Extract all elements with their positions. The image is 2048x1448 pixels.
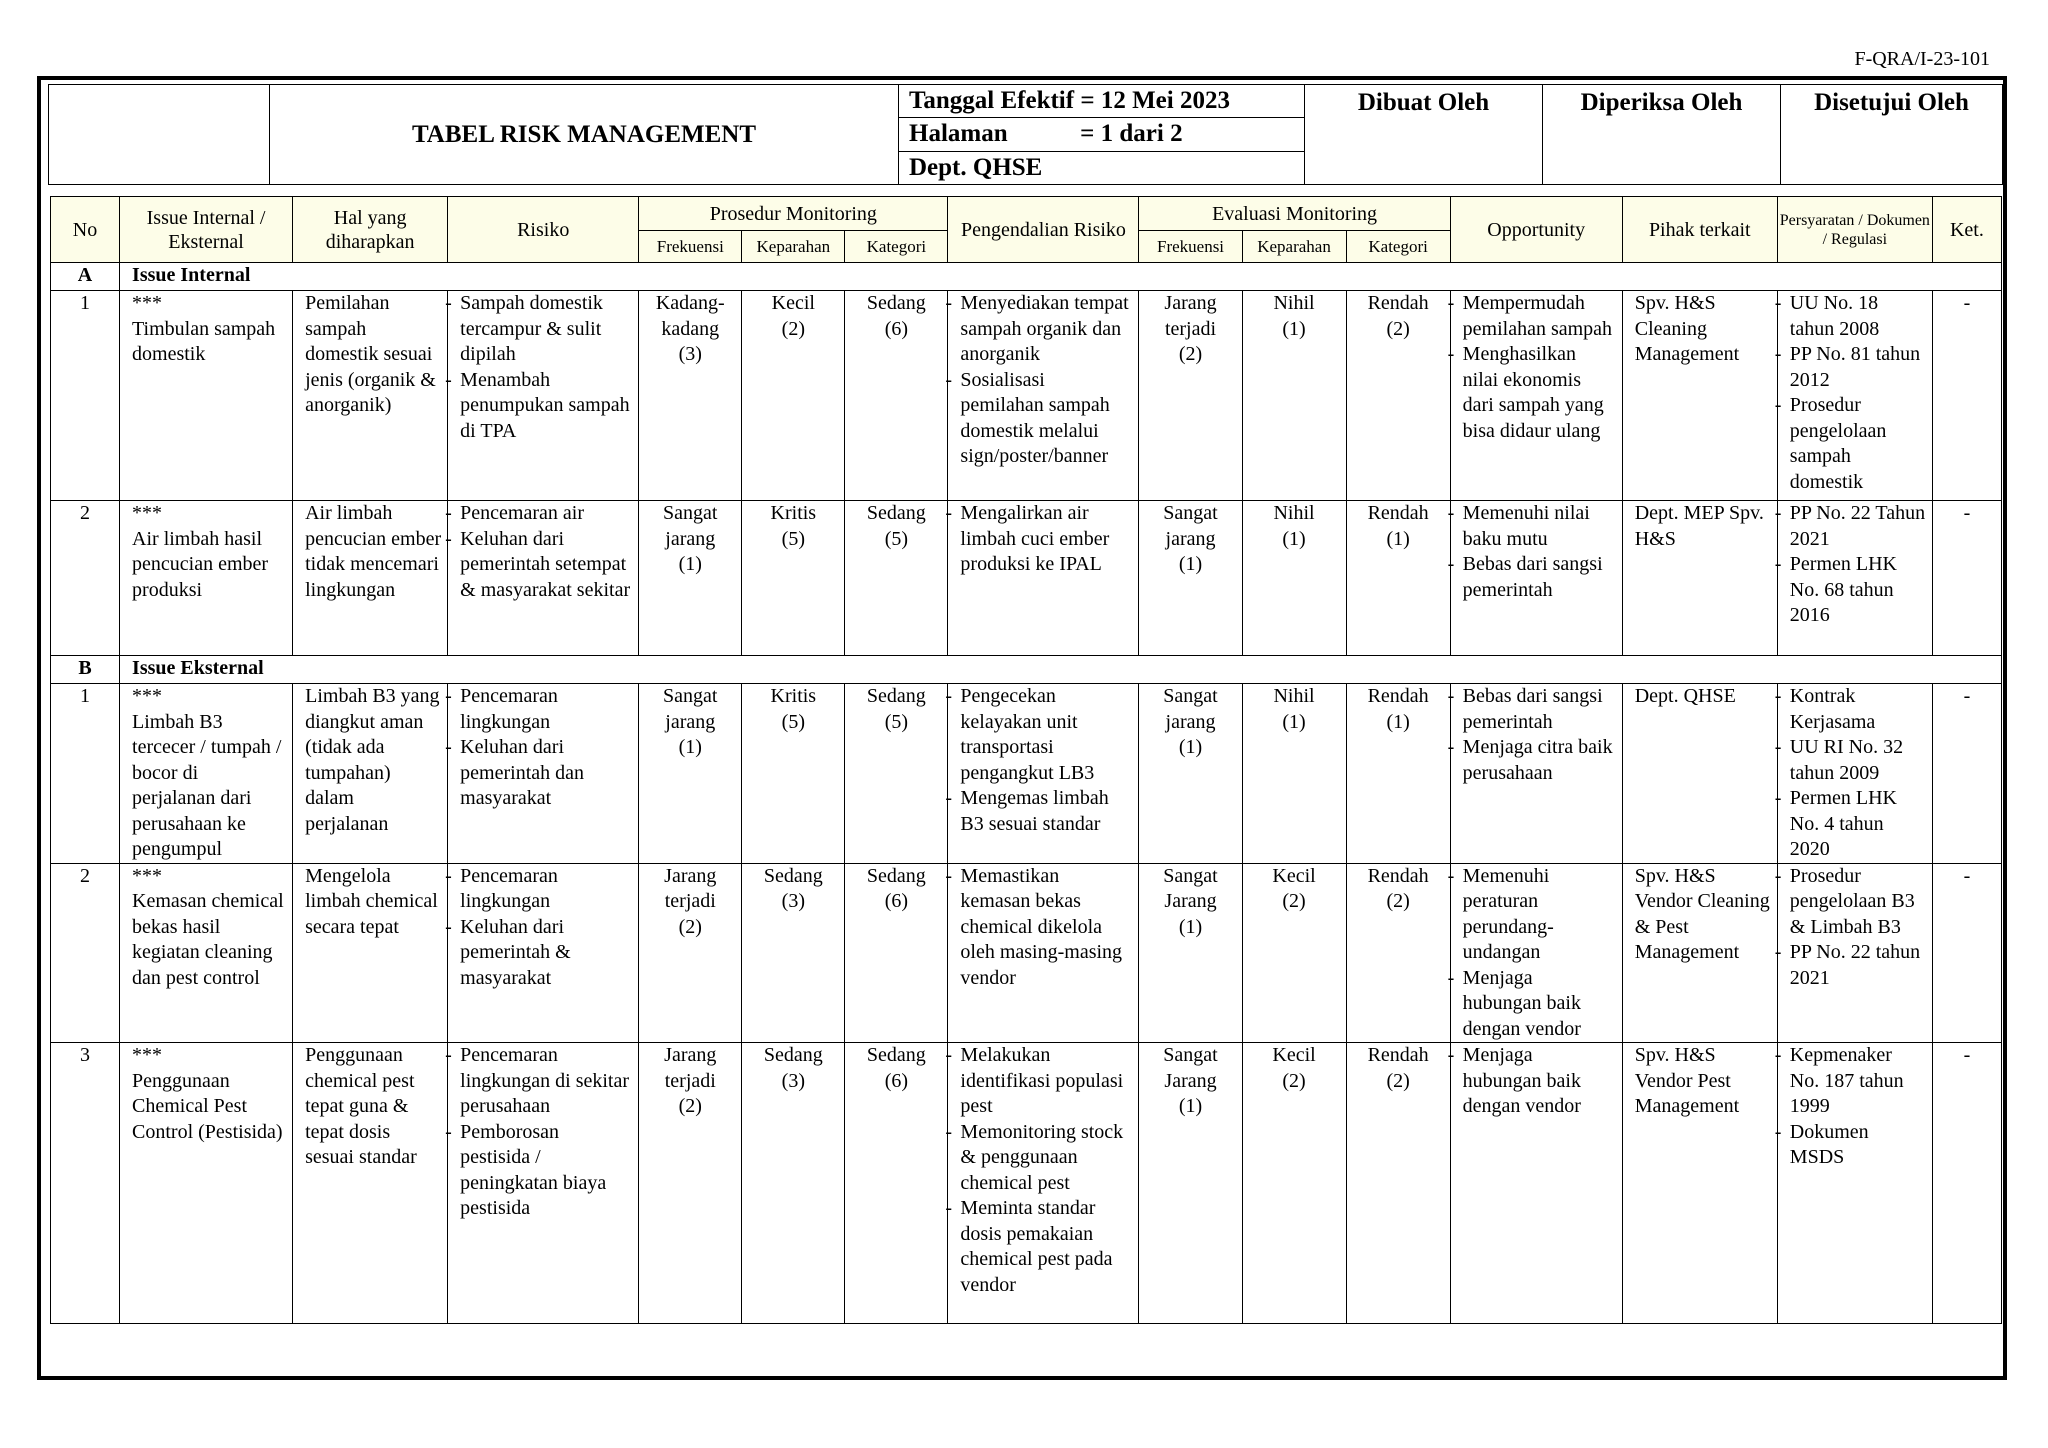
pm-keparahan-cell-line: (3) bbox=[781, 890, 805, 912]
pm-kategori-cell-line: (5) bbox=[884, 527, 909, 550]
pm-keparahan-cell-line: Sedang bbox=[763, 1044, 823, 1066]
pengendalian-cell-list bbox=[960, 501, 1132, 578]
table-row bbox=[51, 291, 2002, 501]
pengendalian-cell bbox=[948, 291, 1139, 501]
issue-cell-line: Limbah B3 tercecer / tumpah / bocor di perjalanan dari perusahaan ke pengumpul bbox=[132, 710, 282, 860]
issue-cell-line: Penggunaan Chemical Pest Control (Pestisida) bbox=[132, 1069, 283, 1143]
col-pengendalian: Pengendalian Risiko bbox=[948, 197, 1139, 263]
bullet-item: - Pencemaran lingkungan di sekitar perusahaan bbox=[460, 1043, 632, 1120]
pm-kategori-cell bbox=[845, 863, 948, 1043]
bullet-item: - Pemborosan pestisida / peningkatan biaya pestisida bbox=[460, 1120, 632, 1222]
ev-keparahan-cell-line: Kecil bbox=[1272, 864, 1316, 887]
col-evaluasi-monitoring: Evaluasi Monitoring bbox=[1139, 197, 1450, 231]
issue-cell-line: *** bbox=[132, 864, 163, 887]
bullet-item: - Menyediakan tempat sampah organik dan anorganik bbox=[960, 291, 1132, 368]
bullet-item: - UU RI No. 32 tahun 2009 bbox=[1790, 735, 1926, 786]
bullet-item: - Mengemas limbah B3 sesuai standar bbox=[960, 786, 1132, 837]
ev-keparahan-cell bbox=[1242, 863, 1346, 1043]
pm-frekuensi-cell-line: (1) bbox=[678, 736, 702, 758]
opportunity-cell-list bbox=[1463, 1043, 1616, 1120]
persyaratan-cell-list bbox=[1790, 864, 1926, 992]
ev-keparahan-cell-line: Kecil bbox=[1272, 1044, 1316, 1066]
bullet-item: - Menjaga hubungan baik dengan vendor bbox=[1463, 1043, 1616, 1120]
ev-keparahan-cell-line: (1) bbox=[1282, 527, 1306, 550]
bullet-item: - PP No. 22 tahun 2021 bbox=[1790, 940, 1926, 991]
issue-cell-line: Kemasan chemical bekas hasil kegiatan cleaning dan pest control bbox=[132, 890, 284, 989]
bullet-item: - Prosedur pengelolaan B3 & Limbah B3 bbox=[1790, 864, 1926, 941]
persyaratan-cell bbox=[1777, 863, 1932, 1043]
pm-frekuensi-cell-line: (3) bbox=[678, 343, 702, 365]
pengendalian-cell bbox=[948, 501, 1139, 656]
ev-keparahan-cell bbox=[1242, 291, 1346, 501]
col-persyaratan: Persyaratan / Dokumen / Regulasi bbox=[1777, 197, 1932, 263]
pihak-cell: Dept. MEP Spv. H&S bbox=[1622, 501, 1777, 656]
risk-table bbox=[50, 196, 2002, 1324]
risiko-cell bbox=[448, 1043, 639, 1324]
col-harapan: Hal yang diharapkan bbox=[293, 197, 448, 263]
checked-by: Diperiksa Oleh bbox=[1543, 85, 1781, 185]
bullet-item: - Memenuhi peraturan perundang-undangan bbox=[1463, 864, 1616, 966]
issue-cell bbox=[120, 291, 293, 501]
pm-keparahan-cell bbox=[742, 291, 845, 501]
issue-cell bbox=[120, 684, 293, 864]
bullet-item: - Prosedur pengelolaan sampah domestik bbox=[1790, 393, 1926, 495]
bullet-item: - Pencemaran air bbox=[460, 501, 632, 527]
bullet-item: - PP No. 81 tahun 2012 bbox=[1790, 342, 1926, 393]
issue-cell bbox=[120, 863, 293, 1043]
pihak-cell: Spv. H&S Cleaning Management bbox=[1622, 291, 1777, 501]
persyaratan-cell-list bbox=[1790, 684, 1926, 863]
ev-kategori-cell bbox=[1346, 863, 1450, 1043]
ket-cell: - bbox=[1932, 1043, 2001, 1324]
ev-kategori-cell-line: Rendah bbox=[1367, 1044, 1429, 1066]
row-no: 2 bbox=[51, 863, 120, 1043]
bullet-item: - Sampah domestik tercampur & sulit dipilah bbox=[460, 291, 632, 368]
col-pm-kategori: Kategori bbox=[845, 231, 948, 263]
ev-frekuensi-cell-line: Jarang terjadi bbox=[1164, 292, 1217, 340]
bullet-item: - Bebas dari sangsi pemerintah bbox=[1463, 552, 1616, 603]
risiko-cell-list bbox=[460, 291, 632, 444]
pm-keparahan-cell bbox=[742, 863, 845, 1043]
pm-frekuensi-cell-line: Sangat jarang bbox=[663, 685, 718, 733]
bullet-item: - PP No. 22 Tahun 2021 bbox=[1790, 501, 1926, 552]
opportunity-cell bbox=[1450, 684, 1622, 864]
harapan-cell: Limbah B3 yang diangkut aman (tidak ada tumpahan) dalam perjalanan bbox=[293, 684, 448, 864]
ev-kategori-cell-line: Rendah bbox=[1367, 864, 1429, 887]
persyaratan-cell bbox=[1777, 684, 1932, 864]
pm-kategori-cell-line: Sedang bbox=[866, 292, 926, 314]
risiko-cell-list bbox=[460, 1043, 632, 1222]
pengendalian-cell-list bbox=[960, 684, 1132, 837]
bullet-item: - Memastikan kemasan bekas chemical dikelola oleh masing-masing vendor bbox=[960, 864, 1132, 992]
pihak-cell: Spv. H&S Vendor Pest Management bbox=[1622, 1043, 1777, 1324]
bullet-item: - Keluhan dari pemerintah dan masyarakat bbox=[460, 735, 632, 812]
risiko-cell-list bbox=[460, 684, 632, 812]
bullet-item: - Menambah penumpukan sampah di TPA bbox=[460, 368, 632, 445]
ev-kategori-cell bbox=[1346, 1043, 1450, 1324]
ev-keparahan-cell-line: (1) bbox=[1282, 710, 1306, 733]
logo-area bbox=[49, 85, 270, 185]
harapan-cell: Penggunaan chemical pest tepat guna & tepat dosis sesuai standar bbox=[293, 1043, 448, 1324]
pm-frekuensi-cell-line: Jarang terjadi bbox=[664, 864, 717, 912]
bullet-item: - Mengalirkan air limbah cuci ember produksi ke IPAL bbox=[960, 501, 1132, 578]
row-no: 1 bbox=[51, 684, 120, 864]
pm-frekuensi-cell bbox=[639, 863, 742, 1043]
bullet-item: - Melakukan identifikasi populasi pest bbox=[960, 1043, 1132, 1120]
pm-kategori-cell-line: (5) bbox=[884, 710, 909, 733]
ev-frekuensi-cell bbox=[1139, 684, 1242, 864]
issue-cell-line: *** bbox=[132, 685, 163, 707]
bullet-item: - Menjaga citra baik perusahaan bbox=[1463, 735, 1616, 786]
opportunity-cell bbox=[1450, 863, 1622, 1043]
ev-frekuensi-cell-line: (1) bbox=[1178, 553, 1203, 575]
department: Dept. QHSE bbox=[899, 151, 1305, 184]
opportunity-cell bbox=[1450, 1043, 1622, 1324]
pengendalian-cell bbox=[948, 1043, 1139, 1324]
document-title: TABEL RISK MANAGEMENT bbox=[270, 85, 899, 185]
pm-keparahan-cell-line: Kritis bbox=[770, 502, 817, 524]
document-number: F-QRA/I-23-101 bbox=[1854, 48, 1990, 70]
bullet-item: - Permen LHK No. 4 tahun 2020 bbox=[1790, 786, 1926, 863]
col-no: No bbox=[51, 197, 120, 263]
section-row bbox=[51, 263, 2002, 291]
col-risiko: Risiko bbox=[448, 197, 639, 263]
pengendalian-cell bbox=[948, 863, 1139, 1043]
bullet-item: - Kontrak Kerjasama bbox=[1790, 684, 1926, 735]
opportunity-cell-list bbox=[1463, 684, 1616, 786]
row-no: 3 bbox=[51, 1043, 120, 1324]
pm-frekuensi-cell bbox=[639, 684, 742, 864]
persyaratan-cell-list bbox=[1790, 291, 1926, 495]
pm-keparahan-cell-line: Kritis bbox=[770, 685, 817, 707]
bullet-item: - Keluhan dari pemerintah setempat & masyarakat sekitar bbox=[460, 527, 632, 604]
ev-kategori-cell bbox=[1346, 291, 1450, 501]
pm-kategori-cell-line: (6) bbox=[884, 890, 909, 912]
ev-kategori-cell-line: Rendah bbox=[1367, 502, 1429, 524]
ev-frekuensi-cell-line: Sangat jarang bbox=[1163, 502, 1218, 550]
pm-kategori-cell-line: (6) bbox=[884, 1069, 909, 1092]
ev-frekuensi-cell-line: Sangat jarang bbox=[1163, 685, 1218, 733]
ev-kategori-cell bbox=[1346, 684, 1450, 864]
pihak-cell: Dept. QHSE bbox=[1622, 684, 1777, 864]
pengendalian-cell-list bbox=[960, 1043, 1132, 1298]
pm-kategori-cell-line: (6) bbox=[884, 317, 909, 340]
pm-keparahan-cell-line: (5) bbox=[781, 710, 805, 733]
risiko-cell bbox=[448, 684, 639, 864]
risiko-cell-list bbox=[460, 864, 632, 992]
bullet-item: - Mempermudah pemilahan sampah bbox=[1463, 291, 1616, 342]
pengendalian-cell-list bbox=[960, 864, 1132, 992]
issue-cell bbox=[120, 501, 293, 656]
pm-kategori-cell-line: Sedang bbox=[866, 864, 926, 887]
ev-frekuensi-cell bbox=[1139, 1043, 1242, 1324]
ket-cell: - bbox=[1932, 684, 2001, 864]
bullet-item: - Pencemaran lingkungan bbox=[460, 684, 632, 735]
risiko-cell bbox=[448, 863, 639, 1043]
pm-frekuensi-cell bbox=[639, 501, 742, 656]
pm-frekuensi-cell bbox=[639, 1043, 742, 1324]
bullet-item: - Keluhan dari pemerintah & masyarakat bbox=[460, 915, 632, 992]
ket-cell: - bbox=[1932, 291, 2001, 501]
ev-keparahan-cell-line: (1) bbox=[1282, 317, 1306, 340]
pengendalian-cell bbox=[948, 684, 1139, 864]
table-row bbox=[51, 1043, 2002, 1324]
pm-frekuensi-cell-line: Jarang terjadi bbox=[664, 1044, 717, 1092]
ev-frekuensi-cell-line: Sangat Jarang bbox=[1163, 864, 1218, 912]
pengendalian-cell-list bbox=[960, 291, 1132, 470]
bullet-item: - Permen LHK No. 68 tahun 2016 bbox=[1790, 552, 1926, 629]
risk-table-body bbox=[51, 263, 2002, 1324]
ket-cell: - bbox=[1932, 863, 2001, 1043]
ev-kategori-cell-line: (2) bbox=[1386, 890, 1410, 912]
bullet-item: - Dokumen MSDS bbox=[1790, 1120, 1926, 1171]
bullet-item: - Pengecekan kelayakan unit transportasi pengangkut LB3 bbox=[960, 684, 1132, 786]
pm-frekuensi-cell-line: Kadang-kadang bbox=[655, 292, 725, 340]
ev-frekuensi-cell-line: Sangat Jarang bbox=[1163, 1044, 1218, 1092]
pm-frekuensi-cell-line: (2) bbox=[678, 1095, 702, 1117]
page-info bbox=[899, 118, 1305, 151]
col-pm-keparahan: Keparahan bbox=[742, 231, 845, 263]
risiko-cell bbox=[448, 291, 639, 501]
risiko-cell bbox=[448, 501, 639, 656]
approved-by: Disetujui Oleh bbox=[1781, 85, 2003, 185]
ev-kategori-cell-line: (1) bbox=[1386, 710, 1410, 733]
bullet-item: - Memonitoring stock & penggunaan chemical pest bbox=[960, 1120, 1132, 1197]
pm-frekuensi-cell-line: (1) bbox=[678, 553, 702, 575]
bullet-item: - Menghasilkan nilai ekonomis dari sampah yang bisa didaur ulang bbox=[1463, 342, 1616, 444]
ev-frekuensi-cell-line: (2) bbox=[1178, 343, 1203, 365]
pm-kategori-cell-line: Sedang bbox=[866, 685, 926, 707]
col-pm-frekuensi: Frekuensi bbox=[639, 231, 742, 263]
ev-kategori-cell-line: Rendah bbox=[1367, 292, 1429, 314]
opportunity-cell-list bbox=[1463, 864, 1616, 1043]
issue-cell-line: *** bbox=[132, 502, 163, 524]
pm-kategori-cell bbox=[845, 501, 948, 656]
issue-cell-line: *** bbox=[132, 292, 163, 314]
section-code: A bbox=[51, 263, 120, 291]
table-row bbox=[51, 863, 2002, 1043]
ev-kategori-cell-line: Rendah bbox=[1367, 685, 1429, 707]
risiko-cell-list bbox=[460, 501, 632, 603]
col-ev-kategori: Kategori bbox=[1346, 231, 1450, 263]
bullet-item: - UU No. 18 tahun 2008 bbox=[1790, 291, 1926, 342]
pm-kategori-cell-line: Sedang bbox=[866, 502, 926, 524]
pm-keparahan-cell bbox=[742, 684, 845, 864]
ev-frekuensi-cell-line: (1) bbox=[1178, 915, 1203, 938]
persyaratan-cell bbox=[1777, 501, 1932, 656]
harapan-cell: Air limbah pencucian ember tidak mencemari lingkungan bbox=[293, 501, 448, 656]
pm-kategori-cell bbox=[845, 1043, 948, 1324]
opportunity-cell-list bbox=[1463, 501, 1616, 603]
issue-cell-line: Timbulan sampah domestik bbox=[132, 317, 276, 365]
opportunity-cell-list bbox=[1463, 291, 1616, 444]
pm-frekuensi-cell bbox=[639, 291, 742, 501]
opportunity-cell bbox=[1450, 501, 1622, 656]
pm-frekuensi-cell-line: (2) bbox=[678, 915, 702, 938]
page-label: Halaman bbox=[909, 120, 1008, 148]
pm-keparahan-cell-line: (2) bbox=[781, 317, 805, 340]
bullet-item: - Meminta standar dosis pemakaian chemical pest pada vendor bbox=[960, 1196, 1132, 1298]
bullet-item: - Kepmenaker No. 187 tahun 1999 bbox=[1790, 1043, 1926, 1120]
effective-date: Tanggal Efektif = 12 Mei 2023 bbox=[899, 85, 1305, 118]
pm-kategori-cell-line: Sedang bbox=[866, 1044, 926, 1066]
ev-keparahan-cell-line: Nihil bbox=[1273, 685, 1315, 707]
pihak-cell: Spv. H&S Vendor Cleaning & Pest Management bbox=[1622, 863, 1777, 1043]
page-value: = 1 dari 2 bbox=[1080, 120, 1183, 148]
pm-keparahan-cell-line: Kecil bbox=[771, 292, 815, 314]
bullet-item: - Menjaga hubungan baik dengan vendor bbox=[1463, 966, 1616, 1043]
ev-keparahan-cell bbox=[1242, 1043, 1346, 1324]
ev-frekuensi-cell-line: (1) bbox=[1178, 736, 1203, 758]
col-issue: Issue Internal / Eksternal bbox=[120, 197, 293, 263]
col-opportunity: Opportunity bbox=[1450, 197, 1622, 263]
col-prosedur-monitoring: Prosedur Monitoring bbox=[639, 197, 948, 231]
persyaratan-cell-list bbox=[1790, 1043, 1926, 1171]
ev-frekuensi-cell bbox=[1139, 501, 1242, 656]
col-ket: Ket. bbox=[1932, 197, 2001, 263]
persyaratan-cell-list bbox=[1790, 501, 1926, 629]
pm-keparahan-cell bbox=[742, 501, 845, 656]
ev-keparahan-cell bbox=[1242, 684, 1346, 864]
persyaratan-cell bbox=[1777, 1043, 1932, 1324]
pm-kategori-cell bbox=[845, 291, 948, 501]
ev-keparahan-cell bbox=[1242, 501, 1346, 656]
section-title: Issue Internal bbox=[120, 263, 2002, 291]
issue-cell-line: *** bbox=[132, 1044, 163, 1066]
section-title: Issue Eksternal bbox=[120, 656, 2002, 684]
col-ev-frekuensi: Frekuensi bbox=[1139, 231, 1242, 263]
pm-keparahan-cell-line: (3) bbox=[781, 1069, 805, 1092]
bullet-item: - Bebas dari sangsi pemerintah bbox=[1463, 684, 1616, 735]
ev-kategori-cell-line: (1) bbox=[1386, 527, 1410, 550]
table-row bbox=[51, 684, 2002, 864]
pm-keparahan-cell bbox=[742, 1043, 845, 1324]
section-code: B bbox=[51, 656, 120, 684]
issue-cell-line: Air limbah hasil pencucian ember produksi bbox=[132, 527, 269, 601]
document-header bbox=[48, 84, 2003, 185]
ev-keparahan-cell-line: (2) bbox=[1282, 1069, 1306, 1092]
ev-kategori-cell-line: (2) bbox=[1386, 1069, 1410, 1092]
col-pihak: Pihak terkait bbox=[1622, 197, 1777, 263]
col-ev-keparahan: Keparahan bbox=[1242, 231, 1346, 263]
ev-frekuensi-cell bbox=[1139, 863, 1242, 1043]
ev-kategori-cell bbox=[1346, 501, 1450, 656]
table-row bbox=[51, 501, 2002, 656]
issue-cell bbox=[120, 1043, 293, 1324]
bullet-item: - Memenuhi nilai baku mutu bbox=[1463, 501, 1616, 552]
row-no: 1 bbox=[51, 291, 120, 501]
harapan-cell: Mengelola limbah chemical secara tepat bbox=[293, 863, 448, 1043]
bullet-item: - Sosialisasi pemilahan sampah domestik melalui sign/poster/banner bbox=[960, 368, 1132, 470]
ket-cell: - bbox=[1932, 501, 2001, 656]
pm-kategori-cell bbox=[845, 684, 948, 864]
row-no: 2 bbox=[51, 501, 120, 656]
prepared-by: Dibuat Oleh bbox=[1305, 85, 1543, 185]
opportunity-cell bbox=[1450, 291, 1622, 501]
harapan-cell: Pemilahan sampah domestik sesuai jenis (organik & anorganik) bbox=[293, 291, 448, 501]
bullet-item: - Pencemaran lingkungan bbox=[460, 864, 632, 915]
ev-frekuensi-cell bbox=[1139, 291, 1242, 501]
pm-keparahan-cell-line: Sedang bbox=[763, 864, 823, 887]
pm-keparahan-cell-line: (5) bbox=[781, 527, 805, 550]
persyaratan-cell bbox=[1777, 291, 1932, 501]
ev-keparahan-cell-line: Nihil bbox=[1273, 502, 1315, 524]
ev-kategori-cell-line: (2) bbox=[1386, 317, 1410, 340]
section-row bbox=[51, 656, 2002, 684]
ev-keparahan-cell-line: (2) bbox=[1282, 890, 1306, 912]
ev-frekuensi-cell-line: (1) bbox=[1178, 1095, 1203, 1117]
ev-keparahan-cell-line: Nihil bbox=[1273, 292, 1315, 314]
pm-frekuensi-cell-line: Sangat jarang bbox=[663, 502, 718, 550]
